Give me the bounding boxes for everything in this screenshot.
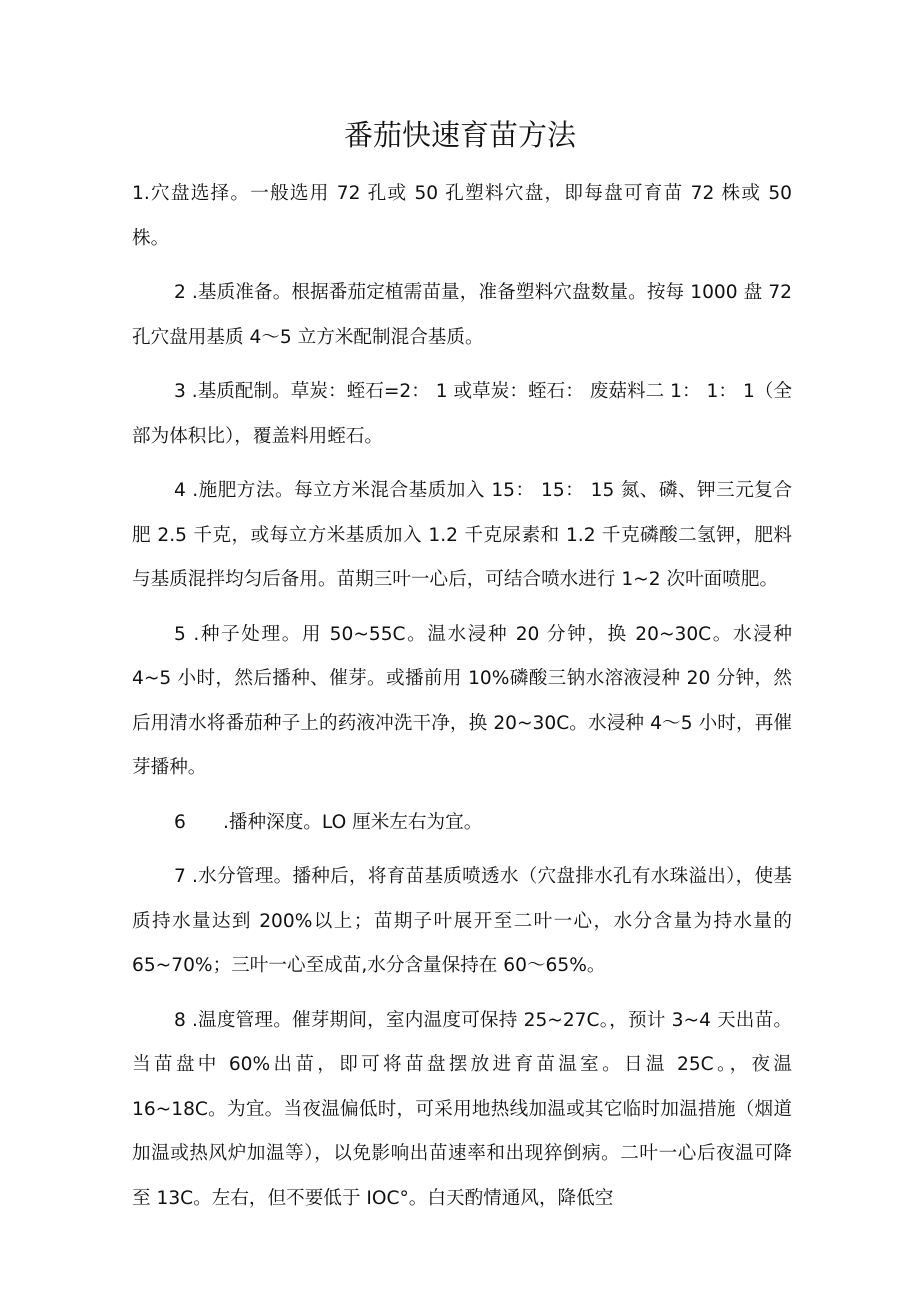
document-body [132,172,792,1231]
paragraph-temperature-management: 8 .温度管理。催芽期间，室内温度可保持 25~27C。，预计 3~4 天出苗。当苗盘中 60%出苗，即可将苗盘摆放进育苗温室。日温 25C。，夜温 16~18C。为宜。当夜温偏低时，可采用地热线加温或其它临时加温措施（烟道加温或热风炉加温等），以免影响出苗速率和出现猝倒病。二叶一心后夜温可降至 13C。左右，但不要低于 IOC°。白天酌情通风，降低空 [132,1009,792,1209]
paragraph-substrate-preparation: 2 .基质准备。根据番茄定植需苗量，准备塑料穴盘数量。按每 1000 盘 72 孔穴盘用基质 4～5 立方米配制混合基质。 [132,282,792,348]
paragraph-fertilization: 4 .施肥方法。每立方米混合基质加入 15： 15： 15 氮、磷、钾三元复合肥 2.5 千克，或每立方米基质加入 1.2 千克尿素和 1.2 千克磷酸二氢钾，肥料与基质混拌均匀后备用。苗期三叶一心后，可结合喷水进行 1~2 次叶面喷肥。 [132,480,792,590]
paragraph-water-management: 7 .水分管理。播种后，将育苗基质喷透水（穴盘排水孔有水珠溢出），使基质持水量达到 200%以上；苗期子叶展开至二叶一心，水分含量为持水量的 65~70%；三叶一心至成苗,水分含量保持在 60～65%。 [132,866,792,976]
document-title: 番茄快速育苗方法 [343,118,576,152]
paragraph-sowing-depth: 6 .播种深度。LO 厘米左右为宜。 [174,811,483,833]
paragraph-tray-selection: 1.穴盘选择。一般选用 72 孔或 50 孔塑料穴盘，即每盘可育苗 72 株或 50 株。 [132,183,792,249]
paragraph-substrate-mixing: 3 .基质配制。草炭：蛭石=2： 1 或草炭：蛭石： 废菇料二 1： 1： 1（全部为体积比），覆盖料用蛭石。 [132,381,792,447]
paragraph-seed-treatment: 5 .种子处理。用 50~55C。温水浸种 20 分钟，换 20~30C。水浸种 4~5 小时，然后播种、催芽。或播前用 10%磷酸三钠水溶液浸种 20 分钟，然后用清水将番茄种子上的药液冲洗干净，换 20~30C。水浸种 4～5 小时，再催芽播种。 [132,623,792,778]
